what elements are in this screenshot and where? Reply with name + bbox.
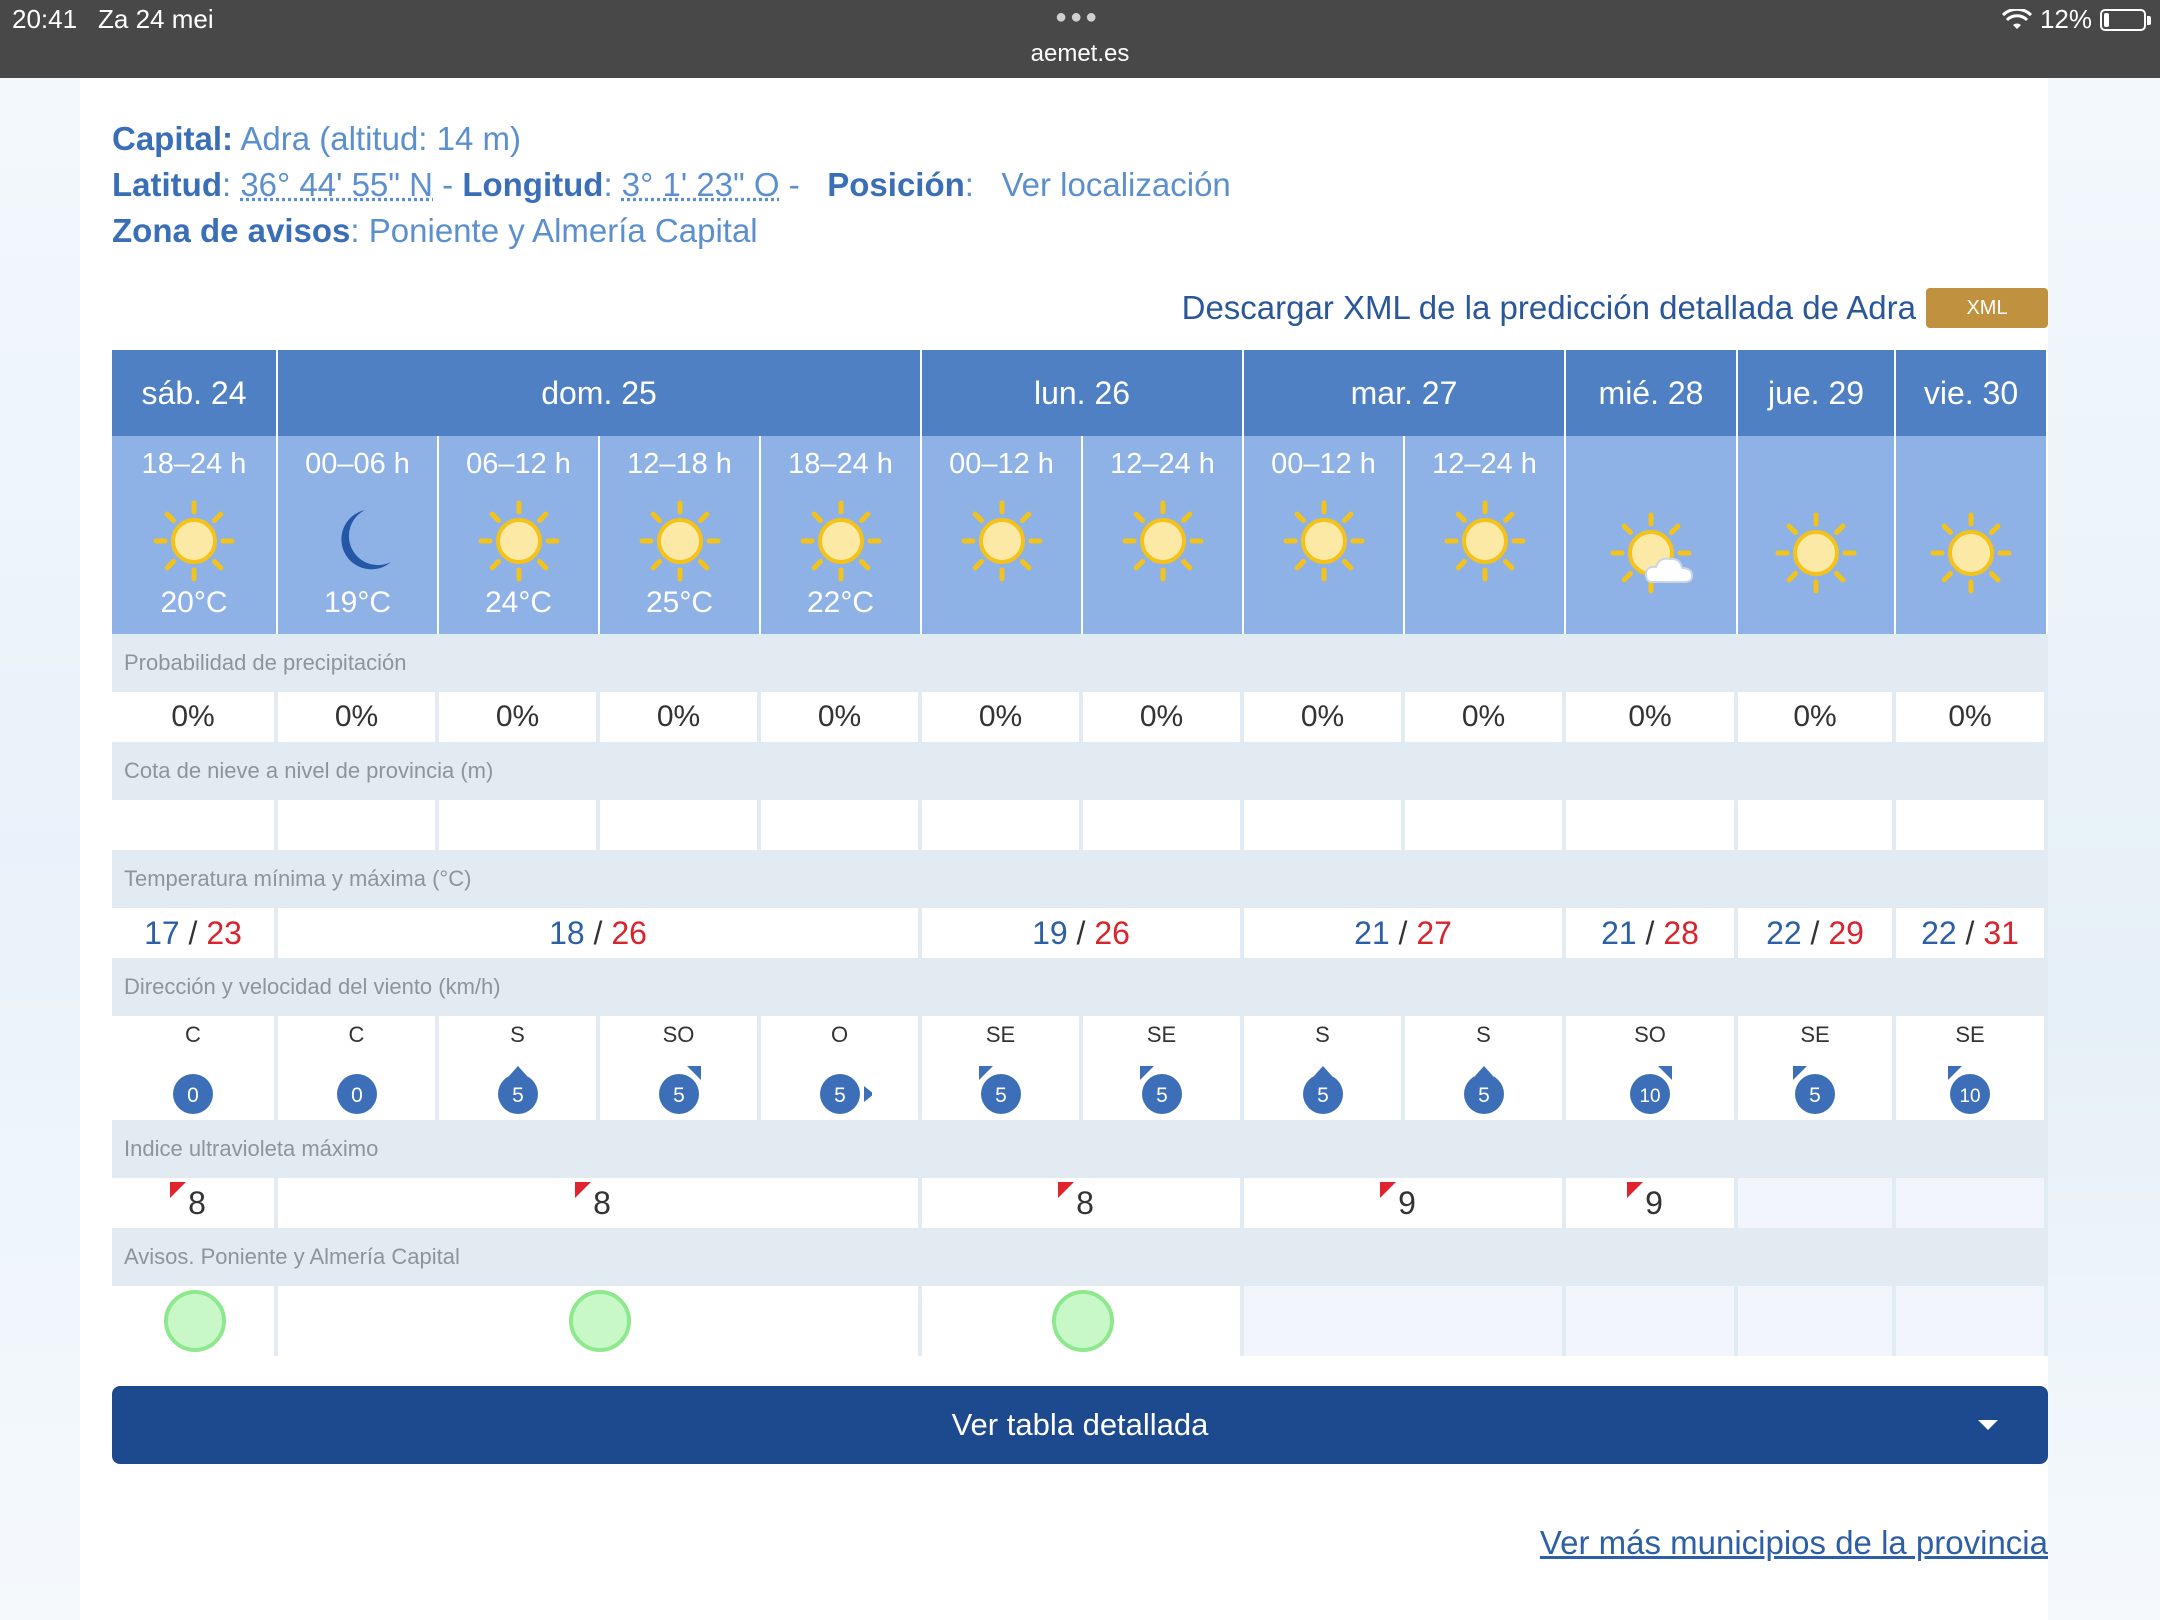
slot-period: 00–12 h xyxy=(949,448,1054,480)
wind-speed: 5 xyxy=(672,1084,685,1107)
wind-icon xyxy=(1618,1060,1682,1116)
battery-icon xyxy=(2100,9,2146,31)
snow-cell xyxy=(1566,800,1738,850)
zona-value: Poniente y Almería Capital xyxy=(368,212,758,249)
lon-label: Longitud xyxy=(462,166,604,203)
day-header[interactable]: mar. 27 xyxy=(1244,350,1566,436)
temp-separator: / xyxy=(1389,915,1417,951)
temp-cell xyxy=(1738,908,1896,958)
avisos-label: Avisos. Poniente y Almería Capital xyxy=(112,1228,2048,1286)
precip-cell: 0% xyxy=(439,692,600,742)
precip-cell: 0% xyxy=(1405,692,1566,742)
wind-direction: S xyxy=(1315,1022,1330,1047)
wind-label: Dirección y velocidad del viento (km/h) xyxy=(112,958,2048,1016)
forecast-slot xyxy=(1083,436,1244,634)
slot-period: 12–24 h xyxy=(1432,448,1537,480)
slot-period: 18–24 h xyxy=(788,448,893,480)
aviso-cell xyxy=(1738,1286,1896,1356)
wind-cell xyxy=(1738,1016,1896,1120)
aviso-cell xyxy=(1244,1286,1566,1356)
wind-cell xyxy=(600,1016,761,1120)
slot-temperature: 25°C xyxy=(645,586,714,619)
sun-icon xyxy=(635,496,725,586)
forecast-slot xyxy=(761,436,922,634)
precip-cell: 0% xyxy=(1566,692,1738,742)
ver-tabla-detallada-button[interactable] xyxy=(112,1386,2048,1464)
day-header[interactable]: mié. 28 xyxy=(1566,350,1738,436)
aviso-cell xyxy=(278,1286,922,1356)
uv-cell xyxy=(1896,1178,2048,1228)
forecast-slot xyxy=(1738,436,1896,634)
aviso-cell xyxy=(1566,1286,1738,1356)
moon-icon xyxy=(313,496,403,586)
slot-period: 12–18 h xyxy=(627,448,732,480)
wind-speed: 5 xyxy=(1809,1084,1821,1107)
wind-cell xyxy=(1405,1016,1566,1120)
wifi-icon xyxy=(2002,9,2032,31)
temp-max: 23 xyxy=(206,915,242,951)
snow-cell xyxy=(1896,800,2048,850)
sun-icon xyxy=(957,496,1047,586)
uv-number: 9 xyxy=(1398,1185,1416,1221)
pos-label: Posición xyxy=(827,166,965,203)
temp-min: 21 xyxy=(1601,915,1637,951)
snow-cell xyxy=(922,800,1083,850)
uv-cell xyxy=(1738,1178,1896,1228)
multitasking-dots-icon[interactable]: ●●● xyxy=(1055,6,1101,28)
wind-speed: 0 xyxy=(350,1084,363,1107)
wind-cell xyxy=(1566,1016,1738,1120)
sun-icon xyxy=(1279,496,1369,586)
wind-speed: 0 xyxy=(187,1084,199,1107)
wind-speed: 5 xyxy=(1155,1084,1168,1107)
ver-mas-municipios-link[interactable]: Ver más municipios de la provincia xyxy=(1539,1524,2048,1561)
uv-number: 8 xyxy=(1076,1185,1094,1221)
uv-value xyxy=(585,1178,611,1228)
temp-cell xyxy=(278,908,922,958)
uv-flag-icon xyxy=(1380,1182,1396,1198)
lon-value: 3° 1' 23" O xyxy=(621,166,780,203)
zona-row: Zona de avisos: Poniente y Almería Capital xyxy=(112,212,758,249)
precip-cell: 0% xyxy=(761,692,922,742)
forecast-slot xyxy=(1896,436,2048,634)
snow-cell xyxy=(1405,800,1566,850)
precip-cell: 0% xyxy=(1738,692,1896,742)
day-header[interactable]: dom. 25 xyxy=(278,350,922,436)
wind-speed: 5 xyxy=(1316,1084,1329,1107)
wind-speed: 5 xyxy=(511,1084,524,1107)
day-header[interactable]: sáb. 24 xyxy=(112,350,278,436)
uv-cell xyxy=(1566,1178,1738,1228)
status-time: 20:41 xyxy=(12,4,78,34)
precip-cell: 0% xyxy=(600,692,761,742)
uv-value xyxy=(180,1178,206,1228)
forecast-slot xyxy=(278,436,439,634)
sun-icon xyxy=(1926,508,2016,598)
temp-max: 31 xyxy=(1983,915,2019,951)
snow-cell xyxy=(600,800,761,850)
temp-max: 26 xyxy=(611,915,647,951)
chevron-down-icon xyxy=(1978,1420,1998,1430)
wind-direction: SO xyxy=(662,1022,695,1047)
uv-cell xyxy=(922,1178,1244,1228)
wind-icon xyxy=(1130,1060,1194,1116)
slot-period: 00–06 h xyxy=(305,448,410,480)
precip-cell: 0% xyxy=(1896,692,2048,742)
temp-separator: / xyxy=(1956,915,1984,951)
temp-separator: / xyxy=(584,915,612,951)
temp-min: 22 xyxy=(1766,915,1802,951)
forecast-slot xyxy=(922,436,1083,634)
slot-period: 06–12 h xyxy=(466,448,571,480)
wind-icon xyxy=(647,1060,711,1116)
address-url[interactable]: aemet.es xyxy=(1030,40,1130,67)
day-header[interactable]: vie. 30 xyxy=(1896,350,2048,436)
temp-separator: / xyxy=(1801,915,1829,951)
temp-cell xyxy=(1244,908,1566,958)
wind-direction: SE xyxy=(1146,1022,1177,1047)
wind-icon xyxy=(1452,1060,1516,1116)
aviso-cell xyxy=(1896,1286,2048,1356)
day-header[interactable]: lun. 26 xyxy=(922,350,1244,436)
wind-direction: SE xyxy=(1955,1022,1985,1047)
wind-cell xyxy=(112,1016,278,1120)
uv-value xyxy=(1637,1178,1663,1228)
uv-number: 9 xyxy=(1645,1185,1663,1221)
slot-temperature: 24°C xyxy=(484,586,553,619)
forecast-slot xyxy=(1405,436,1566,634)
wind-speed: 5 xyxy=(833,1084,846,1107)
uv-value xyxy=(1390,1178,1416,1228)
precip-cell: 0% xyxy=(922,692,1083,742)
precip-cell: 0% xyxy=(112,692,278,742)
forecast-slot xyxy=(112,436,278,634)
capital-value: Adra (altitud: 14 m) xyxy=(240,120,521,157)
zona-label: Zona de avisos xyxy=(112,212,351,249)
uv-flag-icon xyxy=(1627,1182,1643,1198)
wind-direction: C xyxy=(348,1022,365,1047)
slot-temperature: 22°C xyxy=(806,586,875,619)
day-header[interactable]: jue. 29 xyxy=(1738,350,1896,436)
temp-max: 28 xyxy=(1663,915,1699,951)
battery-percent: 12% xyxy=(2039,4,2092,34)
wind-icon xyxy=(1938,1060,2002,1116)
status-bar xyxy=(0,0,2160,78)
temp-min: 17 xyxy=(144,915,180,951)
sun-icon xyxy=(474,496,564,586)
slot-period: 18–24 h xyxy=(141,448,247,480)
wind-speed: 10 xyxy=(1639,1086,1661,1107)
status-right xyxy=(2002,4,2146,35)
uv-flag-icon xyxy=(170,1182,186,1198)
uv-flag-icon xyxy=(1058,1182,1074,1198)
ver-localizacion-link[interactable]: Ver localización xyxy=(1001,166,1231,203)
wind-direction: SE xyxy=(1800,1022,1830,1047)
wind-cell xyxy=(761,1016,922,1120)
wind-direction: O xyxy=(830,1022,849,1047)
sun-icon xyxy=(1118,496,1208,586)
temp-min: 18 xyxy=(549,915,585,951)
aviso-green-icon[interactable] xyxy=(164,1290,226,1352)
snow-cell xyxy=(439,800,600,850)
temp-separator: / xyxy=(1636,915,1664,951)
precip-label: Probabilidad de precipitación xyxy=(112,634,2048,692)
uv-label: Indice ultravioleta máximo xyxy=(112,1120,2048,1178)
temp-cell xyxy=(112,908,278,958)
forecast-slot xyxy=(439,436,600,634)
temp-max: 26 xyxy=(1094,915,1130,951)
ver-tabla-detallada-label: Ver tabla detallada xyxy=(951,1407,1209,1442)
wind-direction: S xyxy=(1476,1022,1491,1047)
temp-min: 21 xyxy=(1354,915,1390,951)
forecast-slot xyxy=(1566,436,1738,634)
slot-period: 00–12 h xyxy=(1271,448,1376,480)
temp-cell xyxy=(922,908,1244,958)
capital-label: Capital: xyxy=(112,120,234,157)
wind-icon xyxy=(1291,1060,1355,1116)
aviso-cell xyxy=(112,1286,278,1356)
snow-cell xyxy=(761,800,922,850)
uv-flag-icon xyxy=(575,1182,591,1198)
wind-icon xyxy=(969,1060,1033,1116)
coords-row: Latitud: 36° 44' 55" N - Longitud: 3° 1' 23" O - Posición: Ver localización xyxy=(112,166,1231,203)
lat-label: Latitud xyxy=(112,166,222,203)
temp-min: 22 xyxy=(1921,915,1957,951)
capital-row xyxy=(112,116,1231,162)
snow-cell xyxy=(1083,800,1244,850)
xml-download-row xyxy=(1182,288,2048,328)
lat-value: 36° 44' 55" N xyxy=(240,166,433,203)
snow-cell xyxy=(1244,800,1405,850)
xml-button[interactable]: XML xyxy=(1926,288,2048,328)
wind-speed: 5 xyxy=(994,1084,1007,1107)
uv-cell xyxy=(1244,1178,1566,1228)
wind-cell xyxy=(439,1016,600,1120)
wind-icon xyxy=(325,1060,389,1116)
temp-min: 19 xyxy=(1032,915,1068,951)
aviso-cell xyxy=(922,1286,1244,1356)
wind-cell xyxy=(278,1016,439,1120)
temp-separator: / xyxy=(179,915,207,951)
temp-cell xyxy=(1566,908,1738,958)
wind-direction: C xyxy=(185,1022,201,1047)
wind-cell xyxy=(1244,1016,1405,1120)
sun-cloud-icon xyxy=(1606,508,1696,598)
wind-direction: SE xyxy=(985,1022,1016,1047)
wind-icon xyxy=(1783,1060,1847,1116)
snow-cell xyxy=(1738,800,1896,850)
wind-speed: 5 xyxy=(1477,1084,1490,1107)
temp-cell xyxy=(1896,908,2048,958)
background-decoration-right xyxy=(2048,78,2160,1620)
wind-cell xyxy=(922,1016,1083,1120)
precip-cell: 0% xyxy=(278,692,439,742)
uv-number: 8 xyxy=(593,1185,611,1221)
snow-cell xyxy=(278,800,439,850)
uv-cell xyxy=(278,1178,922,1228)
uv-value xyxy=(1068,1178,1094,1228)
sun-icon xyxy=(1771,508,1861,598)
aviso-green-icon[interactable] xyxy=(1052,1290,1114,1352)
aviso-green-icon[interactable] xyxy=(569,1290,631,1352)
slot-period: 12–24 h xyxy=(1110,448,1215,480)
temp-label: Temperatura mínima y máxima (°C) xyxy=(112,850,2048,908)
xml-download-link[interactable]: Descargar XML de la predicción detallada de Adra xyxy=(1181,289,1916,326)
forecast-slot xyxy=(600,436,761,634)
temp-max: 29 xyxy=(1828,915,1864,951)
background-decoration-left xyxy=(0,78,80,1620)
forecast-slot xyxy=(1244,436,1405,634)
wind-icon xyxy=(808,1060,872,1116)
slot-temperature: 20°C xyxy=(160,586,228,619)
uv-cell xyxy=(112,1178,278,1228)
temp-separator: / xyxy=(1067,915,1095,951)
status-date: Za 24 mei xyxy=(98,4,214,34)
sun-icon xyxy=(149,496,239,586)
temp-max: 27 xyxy=(1416,915,1452,951)
uv-number: 8 xyxy=(188,1185,206,1221)
location-info xyxy=(112,116,1231,254)
snow-cell xyxy=(112,800,278,850)
precip-cell: 0% xyxy=(1083,692,1244,742)
wind-cell xyxy=(1083,1016,1244,1120)
wind-icon xyxy=(486,1060,550,1116)
precip-cell: 0% xyxy=(1244,692,1405,742)
wind-cell xyxy=(1896,1016,2048,1120)
sun-icon xyxy=(796,496,886,586)
slot-temperature: 19°C xyxy=(323,586,392,619)
wind-direction: S xyxy=(510,1022,525,1047)
wind-speed: 10 xyxy=(1959,1086,1981,1107)
wind-icon xyxy=(161,1060,225,1116)
snow-label: Cota de nieve a nivel de provincia (m) xyxy=(112,742,2048,800)
wind-direction: SO xyxy=(1634,1022,1666,1047)
sun-icon xyxy=(1440,496,1530,586)
